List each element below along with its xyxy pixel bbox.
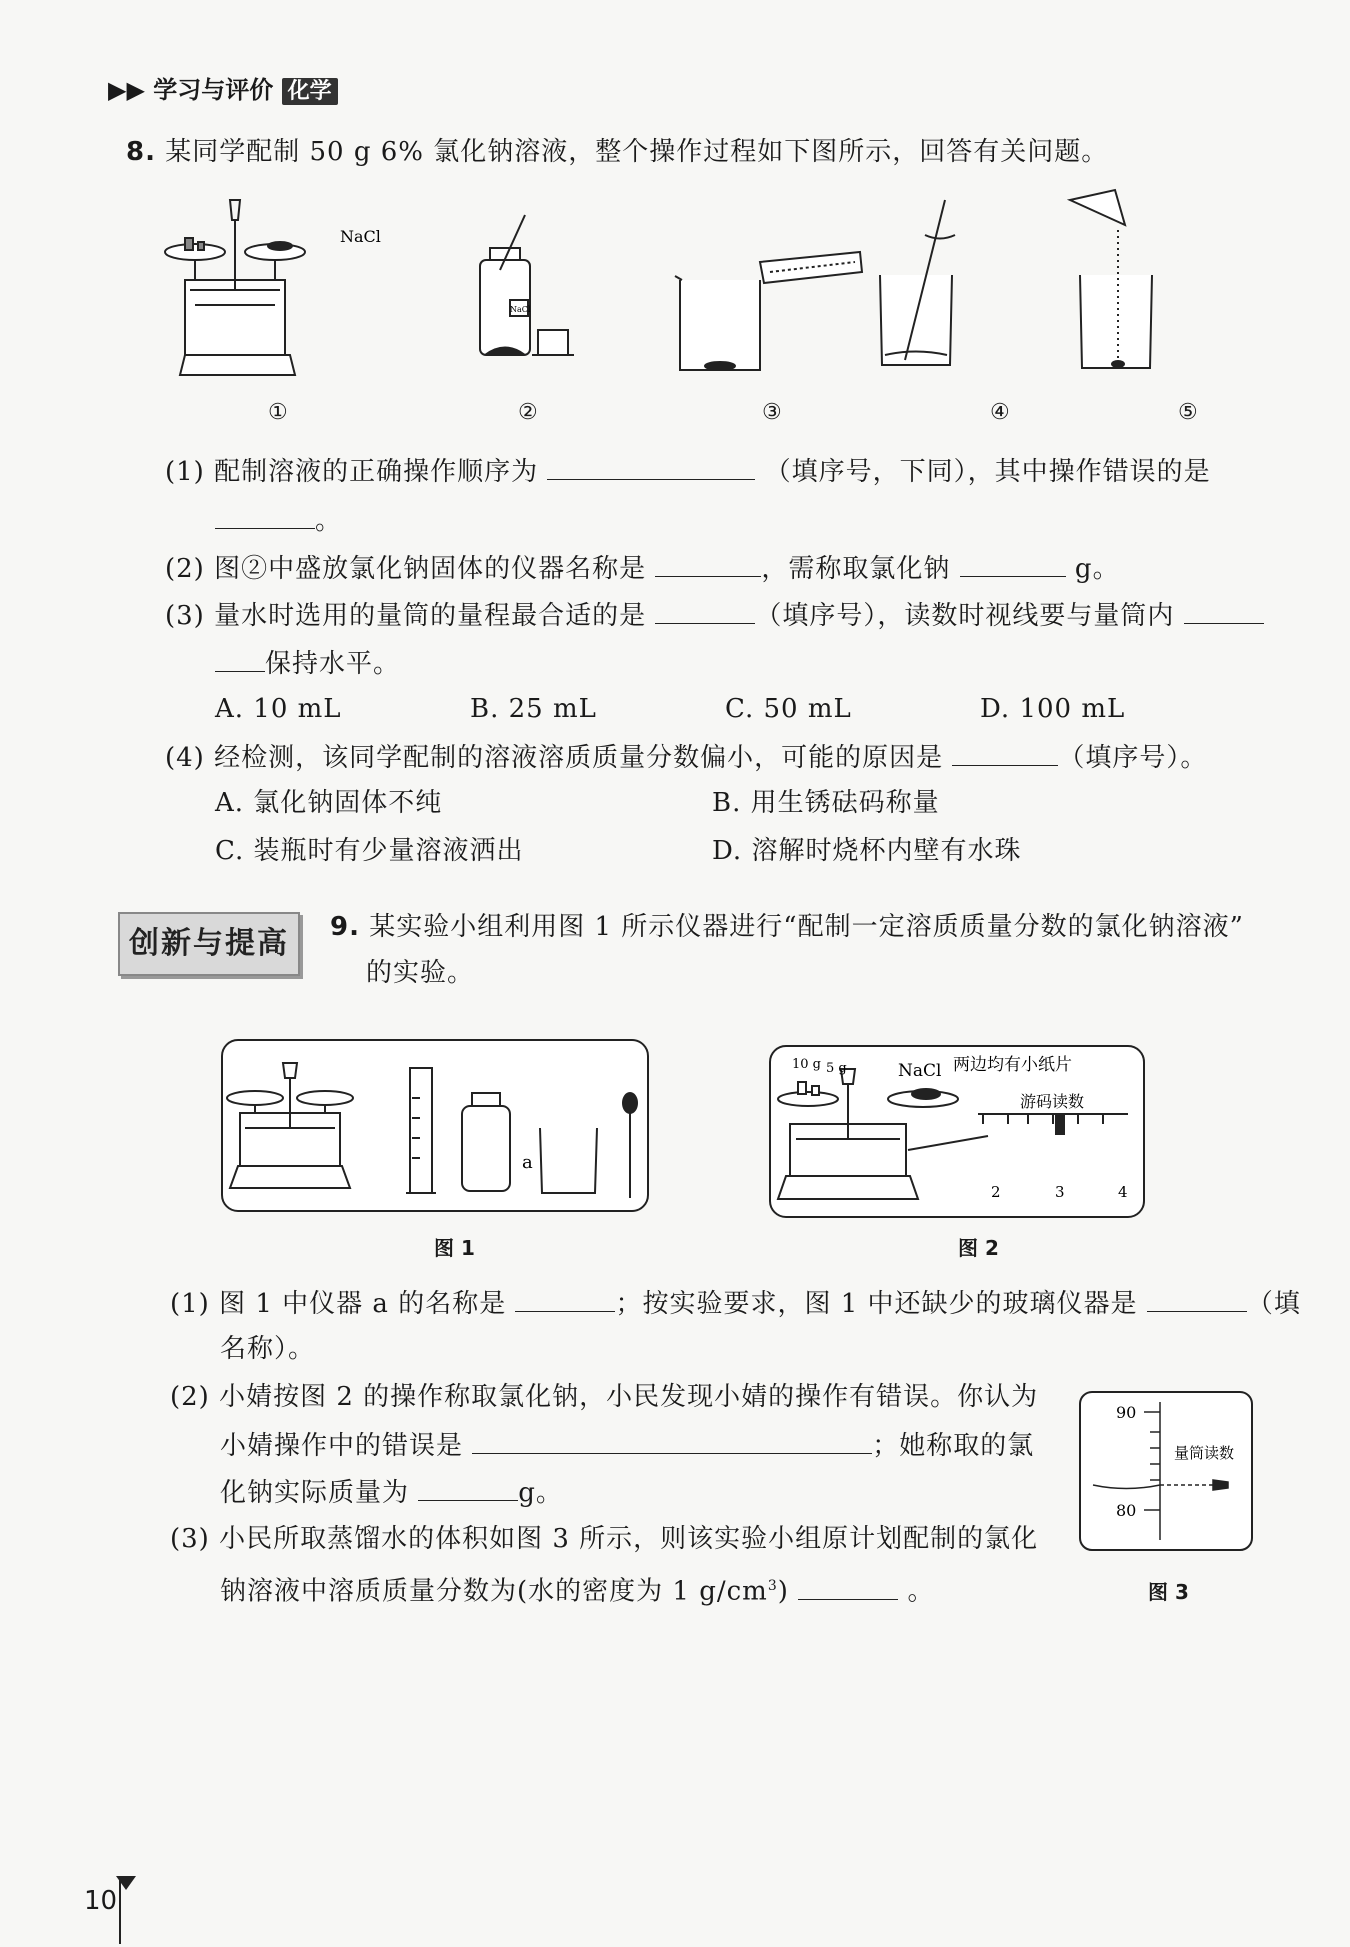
subject-badge: 化学 [282, 78, 338, 105]
q8-part3 [165, 597, 1264, 633]
section-badge: 创新与提高 [118, 912, 300, 976]
q8-p4-option-b[interactable]: B. 用生锈砝码称量 [712, 788, 940, 818]
q8-p3-blank-level-b[interactable] [215, 645, 265, 672]
fig2-scale-4: 4 [1118, 1183, 1128, 1201]
q8-stem-text: 某同学配制 50 g 6% 氯化钠溶液，整个操作过程如下图所示，回答有关问题。 [165, 137, 1109, 167]
q9-part1 [170, 1285, 1301, 1321]
q8-figures [160, 180, 1260, 430]
q9-stem-text-a: 某实验小组利用图 1 所示仪器进行“配制一定溶质质量分数的氯化钠溶液” [369, 912, 1244, 942]
fig2-nacl-label: NaCl [898, 1061, 942, 1081]
q8-number: 8. [126, 137, 156, 167]
fig1-label-a: a [522, 1152, 533, 1173]
q8-p1-blank-error[interactable] [215, 502, 315, 529]
q9-p2-text-d: 化钠实际质量为 [220, 1478, 410, 1508]
fig2-paper-note: 两边均有小纸片 [953, 1055, 1072, 1075]
nacl-label-bottle: NaCl [510, 305, 531, 314]
balance-diagram [165, 200, 305, 375]
pour-water-diagram [675, 252, 862, 370]
q9-p1-blank-b[interactable] [1147, 1285, 1247, 1312]
fig2-weight-5g: 5 g [826, 1061, 847, 1076]
q8-part1 [165, 453, 1211, 489]
q8-p4-option-d[interactable]: D. 溶解时烧杯内壁有水珠 [712, 836, 1022, 866]
q9-p2-blank-mass[interactable] [418, 1474, 518, 1501]
q8-p3-text-c: 保持水平。 [265, 649, 401, 679]
q8-p3-option-a[interactable]: A. 10 mL [215, 694, 342, 724]
q9-p2-blank-error[interactable] [472, 1427, 872, 1454]
q8-p1-text-c: 。 [315, 506, 343, 536]
q8-p4-option-c[interactable]: C. 装瓶时有少量溶液洒出 [215, 836, 524, 866]
step-label-2: ② [518, 400, 538, 425]
q9-part2-cont [220, 1427, 1034, 1463]
fig3-caption: 图 3 [1148, 1580, 1189, 1604]
step-label-5: ⑤ [1178, 400, 1198, 425]
q8-p3-option-d[interactable]: D. 100 mL [980, 694, 1126, 724]
q9-p1-blank-a[interactable] [515, 1285, 615, 1312]
q8-p3-text-a: (3) 量水时选用的量筒的量程最合适的是 [165, 601, 647, 631]
q8-part3-cont [215, 645, 400, 681]
fig3-mark-90: 90 [1116, 1403, 1137, 1422]
page-header [108, 70, 338, 105]
q8-p3-blank-level-a[interactable] [1184, 597, 1264, 624]
q8-part4 [165, 739, 1207, 775]
q9-p1-text-b: ；按实验要求，图 1 中还缺少的玻璃仪器是 [615, 1289, 1138, 1319]
fig3-label: 量筒读数 [1174, 1444, 1235, 1462]
step-label-4: ④ [990, 400, 1010, 425]
figure-2 [768, 1044, 1146, 1219]
q8-p4-text-b: （填序号）。 [1058, 743, 1208, 773]
q9-part1-cont: 名称）。 [220, 1334, 316, 1364]
q9-stem [330, 910, 1244, 944]
pour-solid-diagram [1070, 190, 1152, 368]
q8-part2 [165, 550, 1120, 586]
q8-p2-text-b: ，需称取氯化钠 [761, 554, 951, 584]
fig3-mark-80: 80 [1116, 1501, 1137, 1520]
q9-part3-cont [220, 1569, 934, 1609]
q8-part1-cont [215, 502, 342, 538]
q8-p3-option-b[interactable]: B. 25 mL [470, 694, 597, 724]
q8-p1-text-a: (1) 配制溶液的正确操作顺序为 [165, 457, 539, 487]
q8-stem [126, 135, 1108, 169]
q8-p1-blank-order[interactable] [547, 453, 755, 480]
q8-p2-text-a: (2) 图②中盛放氯化钠固体的仪器名称是 [165, 554, 647, 584]
q9-part2: (2) 小婧按图 2 的操作称取氯化钠，小民发现小婧的操作有错误。你认为 [170, 1382, 1039, 1412]
q9-p3-text-d: 。 [907, 1576, 935, 1607]
q8-p2-text-c: g。 [1074, 554, 1120, 584]
fig2-rider-label: 游码读数 [1020, 1092, 1085, 1111]
nacl-label-balance: NaCl [340, 227, 381, 246]
arrow-icon: ▶▶ [108, 76, 145, 104]
fig2-weight-10g: 10 g [792, 1057, 821, 1072]
q8-p1-text-b: （填序号，下同），其中操作错误的是 [764, 457, 1211, 487]
step-label-3: ③ [762, 400, 782, 425]
page-number: 10 [84, 1886, 118, 1916]
q8-p4-option-a[interactable]: A. 氯化钠固体不纯 [215, 788, 443, 818]
q9-p2-text-e: g。 [518, 1478, 563, 1508]
q9-p3-blank[interactable] [798, 1573, 898, 1600]
q9-p2-text-c: ；她称取的氯 [872, 1431, 1035, 1461]
q9-p3-text-b: 钠溶液中溶质质量分数为(水的密度为 1 g/cm [220, 1576, 768, 1607]
q9-stem-cont: 的实验。 [366, 958, 475, 988]
q8-p2-blank-mass[interactable] [960, 550, 1066, 577]
q9-p2-text-b: 小婧操作中的错误是 [220, 1431, 464, 1461]
q9-p3-sup: 3 [767, 1578, 778, 1594]
q8-p2-blank-name[interactable] [655, 550, 761, 577]
step-label-1: ① [268, 400, 288, 425]
header-title: 学习与评价 [153, 76, 274, 104]
fig2-scale-2: 2 [991, 1183, 1001, 1201]
page-corner-marker [116, 1876, 136, 1946]
q9-part2-cont2 [220, 1474, 563, 1510]
q9-p1-text-a: (1) 图 1 中仪器 a 的名称是 [170, 1289, 507, 1319]
q9-p1-text-c: （填 [1246, 1289, 1301, 1319]
reagent-bottle-diagram [480, 215, 574, 355]
q9-part3: (3) 小民所取蒸馏水的体积如图 3 所示，则该实验小组原计划配制的氯化 [170, 1524, 1039, 1554]
figure-1 [220, 1038, 650, 1213]
fig2-scale-3: 3 [1055, 1183, 1065, 1201]
q8-p3-option-c[interactable]: C. 50 mL [725, 694, 852, 724]
q8-p3-blank-range[interactable] [655, 597, 755, 624]
q9-number: 9. [330, 912, 360, 942]
q8-p4-text-a: (4) 经检测，该同学配制的溶液溶质质量分数偏小，可能的原因是 [165, 743, 944, 773]
figure-3 [1078, 1390, 1254, 1554]
q8-p3-text-b: （填序号），读数时视线要与量筒内 [755, 601, 1175, 631]
fig1-caption: 图 1 [434, 1236, 475, 1260]
q8-p4-blank[interactable] [952, 739, 1058, 766]
fig2-caption: 图 2 [958, 1236, 999, 1260]
stir-diagram [880, 200, 955, 365]
q9-p3-text-c: ) [777, 1576, 789, 1607]
